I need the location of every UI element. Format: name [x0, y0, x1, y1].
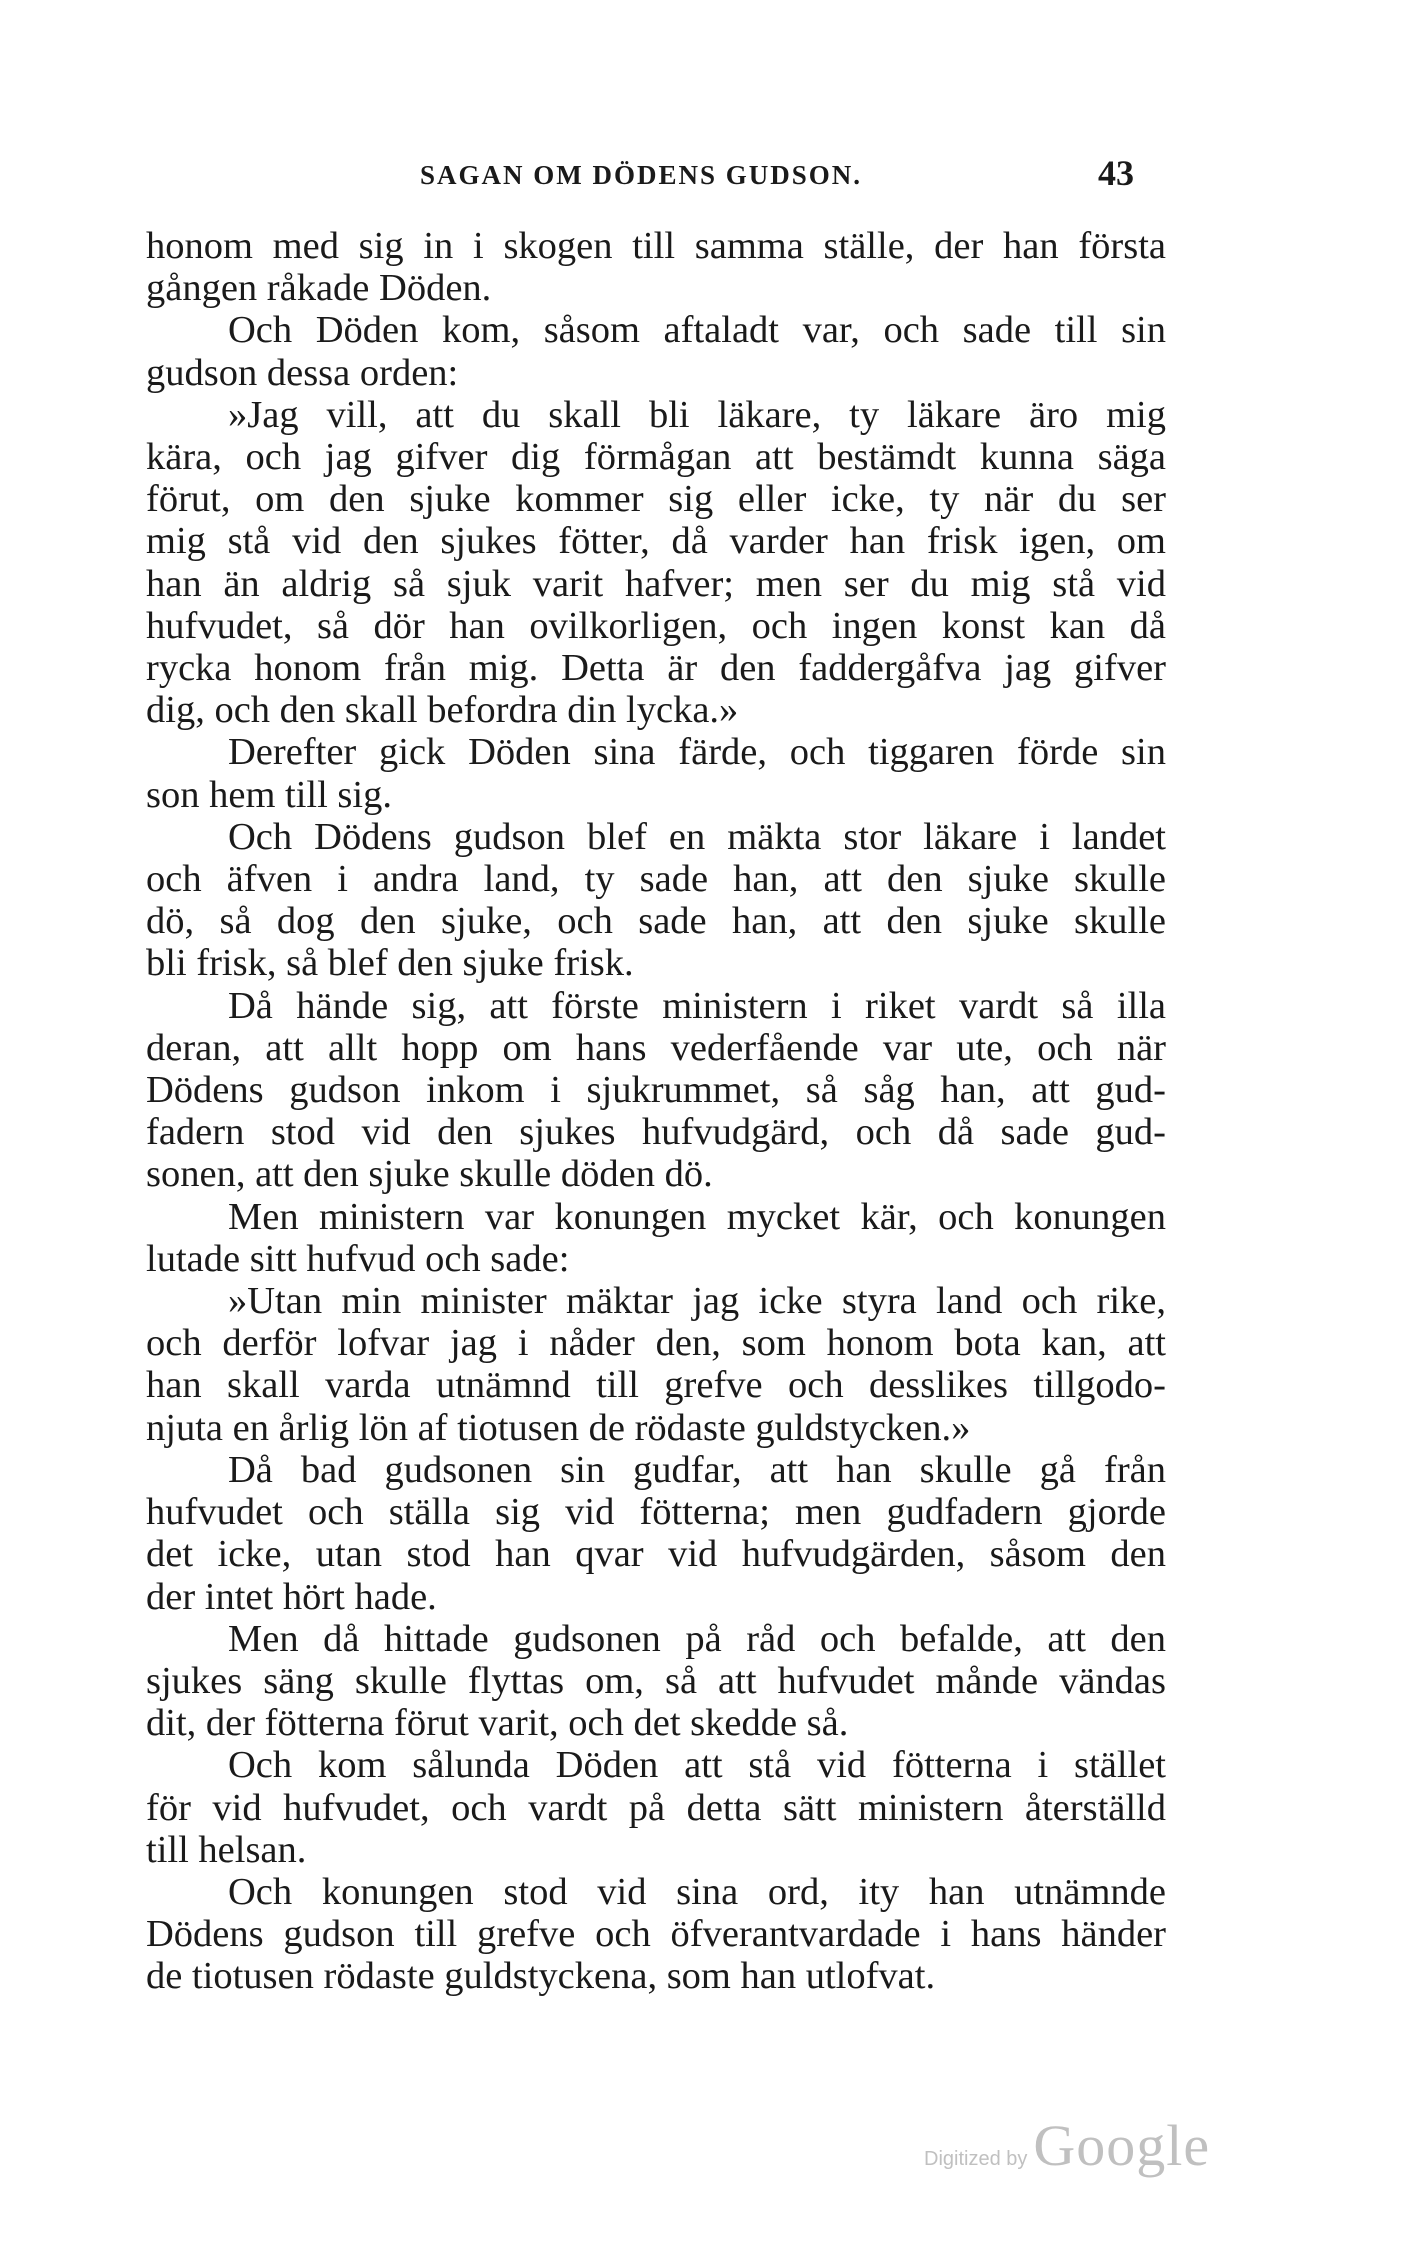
- text-line: honom med sig in i skogen till samma ställe, der han första: [146, 225, 1166, 267]
- text-line: njuta en årlig lön af tiotusen de rödaste guldstycken.»: [146, 1406, 971, 1449]
- text-line: Då bad gudsonen sin gudfar, att han skulle gå från: [228, 1448, 1166, 1491]
- text-line: sjukes säng skulle flyttas om, så att hufvudet månde vändas: [146, 1659, 1166, 1702]
- text-line: Dödens gudson till grefve och öfverantvardade i hans händer: [146, 1913, 1166, 1956]
- text-line: fadern stod vid den sjukes hufvudgärd, och då sade gud-: [146, 1111, 1166, 1154]
- text-line: son hem till sig.: [146, 773, 392, 816]
- text-line: sonen, att den sjuke skulle döden dö.: [146, 1153, 713, 1196]
- text-line: till helsan.: [146, 1828, 307, 1871]
- text-line: för vid hufvudet, och vardt på detta sätt ministern återställd: [146, 1786, 1166, 1829]
- text-line: gudson dessa orden:: [146, 351, 459, 394]
- text-line: Och Döden kom, såsom aftaladt var, och sade till sin: [228, 309, 1166, 352]
- text-line: förut, om den sjuke kommer sig eller icke, ty när du ser: [146, 478, 1166, 521]
- text-line: bli frisk, så blef den sjuke frisk.: [146, 942, 634, 985]
- text-line: Och Dödens gudson blef en mäkta stor läkare i landet: [228, 815, 1166, 858]
- text-line: dit, der fötterna förut varit, och det skedde så.: [146, 1702, 849, 1745]
- body-text: [146, 225, 1166, 1998]
- text-line: de tiotusen rödaste guldstyckena, som han utlofvat.: [146, 1955, 936, 1998]
- text-line: dig, och den skall befordra din lycka.»: [146, 689, 739, 732]
- text-line: »Utan min minister mäktar jag icke styra land och rike,: [228, 1280, 1166, 1323]
- text-line: och derför lofvar jag i nåder den, som honom bota kan, att: [146, 1322, 1166, 1365]
- text-line: »Jag vill, att du skall bli läkare, ty läkare äro mig: [228, 393, 1166, 436]
- watermark-prefix: Digitized by: [924, 2148, 1028, 2170]
- text-line: Då hände sig, att förste ministern i riket vardt så illa: [228, 984, 1166, 1027]
- text-line: Och konungen stod vid sina ord, ity han utnämnde: [228, 1870, 1166, 1913]
- text-line: kära, och jag gifver dig förmågan att bestämdt kunna säga: [146, 436, 1166, 479]
- text-line: dö, så dog den sjuke, och sade han, att den sjuke skulle: [146, 900, 1166, 943]
- running-title: SAGAN OM DÖDENS GUDSON.: [420, 160, 863, 190]
- text-line: Men då hittade gudsonen på råd och befalde, att den: [228, 1617, 1166, 1660]
- text-line: mig stå vid den sjukes fötter, då varder han frisk igen, om: [146, 520, 1166, 563]
- google-logo: Google: [1033, 2113, 1211, 2178]
- text-line: hufvudet, så dör han ovilkorligen, och ingen konst kan då: [146, 604, 1166, 647]
- text-line: lutade sitt hufvud och sade:: [146, 1237, 570, 1280]
- text-line: han skall varda utnämnd till grefve och desslikes tillgodo-: [146, 1364, 1166, 1407]
- text-line: hufvudet och ställa sig vid fötterna; men gudfadern gjorde: [146, 1491, 1166, 1534]
- text-line: och äfven i andra land, ty sade han, att den sjuke skulle: [146, 858, 1166, 901]
- text-line: Men ministern var konungen mycket kär, och konungen: [228, 1195, 1166, 1238]
- text-line: det icke, utan stod han qvar vid hufvudgärden, såsom den: [146, 1533, 1166, 1576]
- text-line: der intet hört hade.: [146, 1575, 437, 1618]
- text-line: Dödens gudson inkom i sjukrummet, så såg han, att gud-: [146, 1069, 1166, 1112]
- google-watermark: [924, 2112, 1210, 2179]
- text-line: deran, att allt hopp om hans vederfående var ute, och när: [146, 1026, 1166, 1069]
- text-line: gången råkade Döden.: [146, 267, 492, 310]
- text-line: Och kom sålunda Döden att stå vid fötterna i stället: [228, 1744, 1166, 1787]
- text-line: han än aldrig så sjuk varit hafver; men ser du mig stå vid: [146, 562, 1166, 605]
- text-line: Derefter gick Döden sina färde, och tiggaren förde sin: [228, 731, 1166, 774]
- page-number: 43: [1098, 153, 1134, 193]
- text-line: rycka honom från mig. Detta är den faddergåfva jag gifver: [146, 647, 1166, 690]
